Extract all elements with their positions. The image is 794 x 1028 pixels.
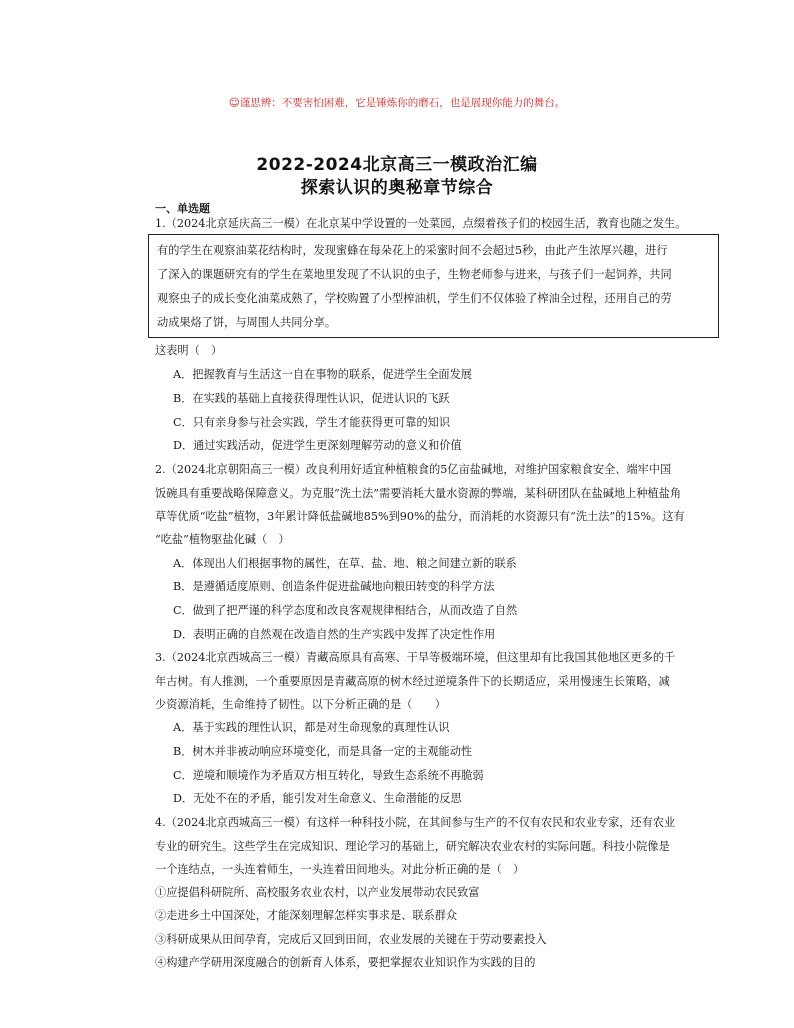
q3-option-a: A．基于实践的理性认识，都是对生命现象的真理性认识 [173,721,450,734]
q4-stem-line: 专业的研究生。这些学生在完成知识、理论学习的基础上，研究解决农业农村的实际问题。科技小院像是 [155,840,670,853]
q1-material-line: 了深入的课题研究有的学生在菜地里发现了不认识的虫子，生物老师参与进来，与孩子们一起饲养，共同 [157,268,672,281]
section-heading: 一、单选题 [155,202,210,215]
q1-stem: 1.（2024北京延庆高三一模）在北京某中学设置的一处菜园，点缀着孩子们的校园生活，教育也随之发生。 [155,217,687,230]
q4-stem-line: 4.（2024北京西城高三一模）有这样一种科技小院，在其间参与生产的不仅有农民和农业专家，还有农业 [155,816,676,829]
q1-option-a: A．把握教育与生活这一自在事物的联系，促进学生全面发展 [173,368,472,381]
q4-stem-line: 一个连结点，一头连着师生，一头连着田间地头。对此分析正确的是（ ） [155,863,525,876]
page-title: 2022-2024北京高三一模政治汇编 [256,155,538,175]
q2-option-b: B．是遵循适度原则、创造条件促进盐碱地向粮田转变的科学方法 [173,580,495,593]
q4-item-4: ④构建产学研用深度融合的创新育人体系，要把掌握农业知识作为实践的目的 [155,956,536,969]
q2-stem-line: 2.（2024北京朝阳高三一模）改良利用好适宜种植粮食的5亿亩盐碱地，对维护国家粮食安全、端牢中国 [155,463,672,476]
q2-option-a: A．体现出人们根据事物的属性，在草、盐、地、粮之间建立新的联系 [173,557,517,570]
q1-material-line: 观察虫子的成长变化油菜成熟了，学校购置了小型榨油机，学生们不仅体验了榨油全过程，还用自己的劳 [157,292,672,305]
page-subtitle: 探索认识的奥秘章节综合 [300,178,494,198]
q1-material-line: 动成果烙了饼，与周围人共同分享。 [157,316,337,329]
q2-stem-line: “吃盐”植物驱盐化碱（ ） [155,533,290,546]
q3-option-c: C．逆境和顺境作为矛盾双方相互转化，导致生态系统不再脆弱 [173,769,484,782]
q3-option-d: D．无处不在的矛盾，能引发对生命意义、生命潜能的反思 [173,792,462,805]
motto-text: ☺谨思辨：不要害怕困难，它是锤炼你的磨石，也是展现你能力的舞台。 [228,97,566,109]
q2-option-c: C．做到了把严谨的科学态度和改良客观规律相结合，从而改造了自然 [173,604,518,617]
q2-stem-line: 饭碗具有重要战略保障意义。为克服“洗土法”需要消耗大量水资源的弊端，某科研团队在盐碱地上种植盐角 [155,487,682,500]
q1-option-c: C．只有亲身参与社会实践，学生才能获得更可靠的知识 [173,416,451,429]
q3-stem-line: 年古树。有人推测，一个重要原因是青藏高原的树木经过逆境条件下的长期适应，采用慢速生长策略，减 [155,675,670,688]
q1-option-b: B．在实践的基础上直接获得理性认识，促进认识的飞跃 [173,392,450,405]
q1-material-line: 有的学生在观察油菜花结构时，发现蜜蜂在每朵花上的采蜜时间不会超过5秒，由此产生浓厚兴趣，进行 [157,244,668,257]
q4-item-1: ①应提倡科研院所、高校服务农业农村，以产业发展带动农民致富 [155,886,480,899]
q3-stem-line: 3.（2024北京西城高三一模）青藏高原具有高寒、干旱等极端环境，但这里却有比我国其他地区更多的千 [155,651,676,664]
q2-option-d: D．表明正确的自然观在改造自然的生产实践中发挥了决定性作用 [173,628,496,641]
q1-ask: 这表明（ ） [155,344,223,357]
q4-item-2: ②走进乡土中国深处，才能深刻理解怎样实事求是、联系群众 [155,909,458,922]
q3-stem-line: 少资源消耗，生命维持了韧性。以下分析正确的是（ ） [155,698,446,711]
q1-option-d: D．通过实践活动，促进学生更深刻理解劳动的意义和价值 [173,439,462,452]
q3-option-b: B．树木并非被动响应环境变化，而是具备一定的主观能动性 [173,745,473,758]
q4-item-3: ③科研成果从田间孕育，完成后又回到田间，农业发展的关键在于劳动要素投入 [155,933,547,946]
q2-stem-line: 草等优质“吃盐”植物，3年累计降低盐碱地85%到90%的盐分，而消耗的水资源只有“洗土法”的15%。这有 [155,510,685,523]
